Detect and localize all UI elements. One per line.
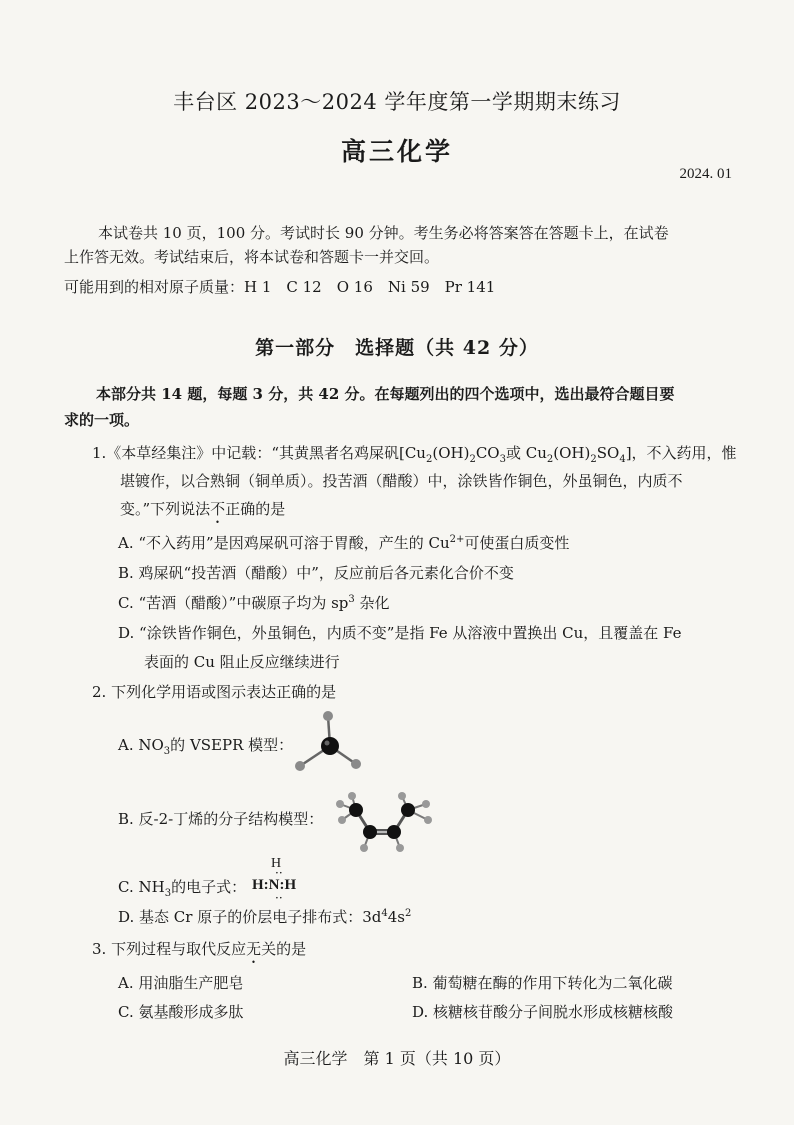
atomic-masses: 可能用到的相对原子质量：H 1 C 12 O 16 Ni 59 Pr 141	[64, 278, 496, 296]
q1-option-c: C. “苦酒（醋酸）”中碳原子均为 $sp^3$ 杂化	[118, 594, 390, 612]
trans-2-butene-model-image	[330, 790, 440, 858]
nh3-electron-formula: H:N:H	[252, 877, 297, 893]
q1-stem-line2: 堪镀作，以合熟铜（铜单质）。投苦酒（醋酸）中，涂铁皆作铜色，外虽铜色，内质不	[120, 472, 683, 490]
nh3-top-electron-pair: ··	[275, 866, 283, 880]
nh3-bottom-electron-pair: ··	[275, 891, 283, 905]
page-footer: 高三化学 第 1 页（共 10 页）	[283, 1049, 511, 1068]
q1-option-d-line1: D. “涂铁皆作铜色，外虽铜色，内质不变”是指 Fe 从溶液中置换出 Cu，且覆盖在 Fe	[118, 624, 682, 642]
q1-stem-line1: 1.《本草经集注》中记载：“其黄黑者名鸡屎矾[$Cu_2(OH)_2CO_3$或 $Cu_2(OH)_2SO_4$]，不入药用，惟	[92, 444, 737, 465]
q2-option-d: D. 基态 Cr 原子的价层电子排布式：$3d^44s^2$	[118, 908, 412, 926]
section-desc-line1: 本部分共 14 题，每题 3 分，共 42 分。在每题列出的四个选项中，选出最符合题目要	[96, 385, 675, 403]
q3-stem: 3. 下列过程与取代反应无关的是	[92, 940, 307, 958]
q2-stem: 2. 下列化学用语或图示表达正确的是	[92, 683, 337, 701]
subject-title: 高三化学	[340, 137, 453, 166]
q1-option-b: B. 鸡屎矾“投苦酒（醋酸）中”，反应前后各元素化合价不变	[118, 564, 514, 582]
exam-date: 2024. 01	[679, 166, 732, 182]
q2-option-a: A. $NO_3$的 VSEPR 模型：	[118, 736, 294, 757]
q1-option-d-line2: 表面的 Cu 阻止反应继续进行	[144, 653, 340, 671]
q3-option-a: A. 用油脂生产肥皂	[118, 974, 244, 992]
q1-option-a: A. “不入药用”是因鸡屎矾可溶于胃酸，产生的 $Cu^{2+}$可使蛋白质变性	[118, 534, 570, 552]
q2-option-c: C. $NH_3$的电子式：	[118, 878, 247, 899]
section-title: 第一部分 选择题（共 42 分）	[255, 337, 539, 359]
exam-title: 丰台区 2023～2024 学年度第一学期期末练习	[173, 90, 621, 114]
instructions-line2: 上作答无效。考试结束后，将本试卷和答题卡一并交回。	[64, 248, 440, 266]
nh3-top-hydrogen: H	[271, 856, 282, 871]
section-desc-line2: 求的一项。	[64, 411, 140, 429]
no3-vsepr-model-image	[290, 710, 370, 780]
q3-option-b: B. 葡萄糖在酶的作用下转化为二氧化碳	[412, 974, 673, 992]
q1-stem-line3: 变。”下列说法不正确的是	[120, 500, 286, 518]
q3-option-c: C. 氨基酸形成多肽	[118, 1003, 244, 1021]
q3-option-d: D. 核糖核苷酸分子间脱水形成核糖核酸	[412, 1003, 674, 1021]
q2-option-b: B. 反-2-丁烯的分子结构模型：	[118, 810, 324, 828]
instructions-line1: 本试卷共 10 页，100 分。考试时长 90 分钟。考生务必将答案答在答题卡上，在试卷	[98, 224, 669, 242]
